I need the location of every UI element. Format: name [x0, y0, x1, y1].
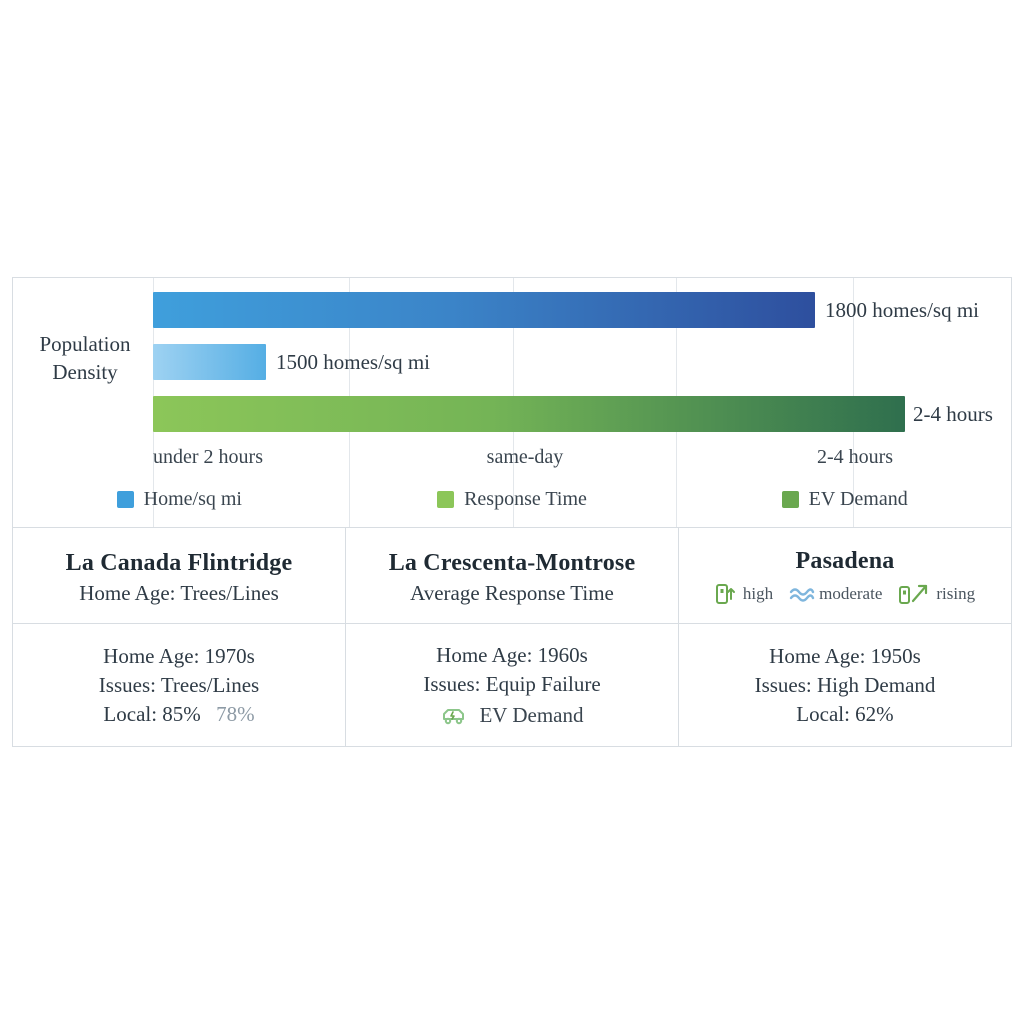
metric-rising	[898, 581, 975, 607]
city-header-la-canada	[13, 528, 346, 623]
wave-icon	[789, 584, 815, 604]
bar-population-density	[153, 292, 815, 328]
home-age: Home Age: 1960s	[436, 642, 588, 667]
issues: Issues: Equip Failure	[423, 671, 601, 696]
y-axis-label	[25, 330, 145, 387]
city-detail-la-crescenta	[346, 624, 679, 746]
bar-value-1: 1800 homes/sq mi	[825, 298, 980, 322]
x-tick-label-2: same-day	[486, 446, 564, 468]
city-subtitle: Average Response Time	[410, 580, 614, 605]
bar-ev-demand	[153, 396, 905, 432]
legend-item-ev-demand[interactable]	[678, 488, 1011, 511]
legend-label-1: Home/sq mi	[143, 488, 242, 510]
pasadena-icon-row	[715, 581, 975, 607]
city-name: La Canada Flintridge	[65, 549, 293, 576]
city-detail-row	[13, 624, 1011, 746]
city-detail-la-canada	[13, 624, 346, 746]
legend-swatch-icon	[117, 491, 134, 508]
legend-item-homes[interactable]	[13, 488, 346, 511]
x-tick-label-1: under 2 hours	[153, 446, 263, 468]
local-stat-wrap	[103, 702, 254, 727]
home-age: Home Age: 1950s	[769, 643, 921, 668]
metric-label: rising	[936, 584, 976, 603]
issues: Issues: Trees/Lines	[98, 672, 260, 697]
ev-charger-icon	[715, 581, 739, 607]
issues: Issues: High Demand	[754, 672, 936, 697]
metric-high	[715, 581, 773, 607]
city-detail-pasadena	[679, 624, 1011, 746]
bar-value-2: 1500 homes/sq mi	[276, 350, 431, 374]
home-age: Home Age: 1970s	[103, 643, 255, 668]
legend-label-2: Response Time	[464, 488, 587, 510]
city-header-row	[13, 528, 1011, 624]
y-axis-label-line2: Density	[52, 360, 118, 385]
bar-value-3: 2-4 hours	[913, 402, 993, 426]
x-tick-label-3: 2-4 hours	[816, 446, 894, 468]
metric-moderate	[789, 584, 882, 604]
trend-up-icon	[898, 581, 932, 607]
y-axis-label-line1: Population	[39, 332, 131, 356]
metric-label: high	[742, 584, 774, 603]
city-subtitle: Home Age: Trees/Lines	[79, 580, 279, 605]
ev-demand-label: EV Demand	[479, 702, 584, 727]
legend-label-3: EV Demand	[808, 488, 908, 510]
legend-swatch-icon	[782, 491, 799, 508]
local-stat: Local: 85%	[103, 701, 201, 726]
legend-item-response-time[interactable]	[346, 488, 679, 511]
bar-chart	[13, 278, 1011, 528]
infographic-panel	[12, 277, 1012, 747]
city-name: La Crescenta-Montrose	[388, 549, 636, 576]
city-name: Pasadena	[795, 548, 895, 574]
city-header-pasadena	[679, 528, 1011, 623]
ev-car-icon	[440, 703, 470, 727]
city-header-la-crescenta	[346, 528, 679, 623]
ev-demand-row	[440, 703, 583, 728]
chart-legend	[13, 488, 1011, 511]
local-stat-secondary: 78%	[216, 701, 255, 726]
metric-label: moderate	[819, 584, 883, 603]
bar-homes-per-sq-mi	[153, 344, 266, 380]
local-stat: Local: 62%	[796, 701, 894, 726]
legend-swatch-icon	[437, 491, 454, 508]
